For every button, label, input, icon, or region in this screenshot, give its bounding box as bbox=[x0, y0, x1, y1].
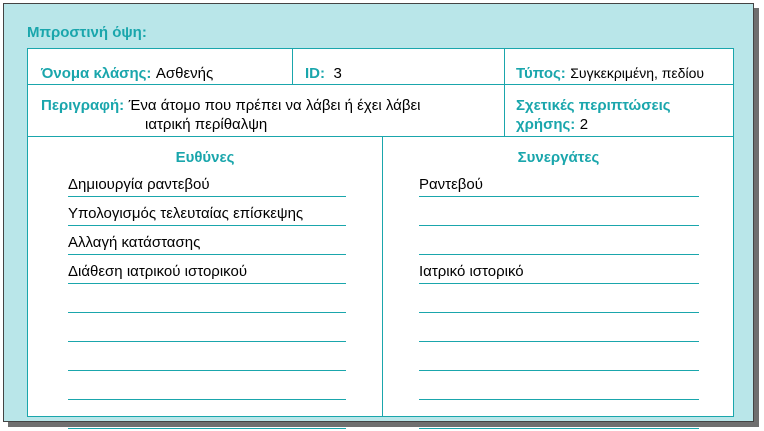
responsibility-rule-line bbox=[68, 312, 346, 313]
responsibility-rule-line bbox=[68, 370, 346, 371]
type-value: Συγκεκριμένη, πεδίου bbox=[570, 65, 705, 81]
use-cases-label-2: χρήσης: bbox=[516, 116, 576, 133]
collaborator-item: Ραντεβού bbox=[419, 176, 483, 193]
class-name-value: Ασθενής bbox=[155, 65, 214, 82]
type-divider bbox=[504, 49, 505, 136]
class-name-field bbox=[41, 65, 213, 83]
use-cases-label-1: Σχετικές περιπτώσεις bbox=[516, 97, 671, 114]
responsibility-rule-line bbox=[68, 196, 346, 197]
collaborator-rule-line bbox=[419, 399, 699, 400]
name-id-divider bbox=[292, 49, 293, 84]
id-field bbox=[305, 65, 342, 83]
type-label: Τύπος: bbox=[516, 65, 566, 82]
columns-divider bbox=[382, 136, 383, 417]
collaborator-rule-line bbox=[419, 370, 699, 371]
use-cases-field bbox=[516, 116, 588, 134]
collaborator-rule-line bbox=[419, 341, 699, 342]
use-cases-value: 2 bbox=[579, 116, 589, 133]
id-label: ID: bbox=[305, 65, 325, 82]
collaborator-rule-line bbox=[419, 196, 699, 197]
header-divider bbox=[28, 84, 733, 85]
class-name-label: Όνομα κλάσης: bbox=[41, 65, 152, 82]
responsibilities-header: Ευθύνες bbox=[175, 149, 235, 166]
responsibility-item: Αλλαγή κατάστασης bbox=[68, 234, 201, 251]
id-value: 3 bbox=[333, 65, 342, 82]
collaborator-rule-line bbox=[419, 312, 699, 313]
description-line-1: Ένα άτομο που πρέπει να λάβει ή έχει λάβει bbox=[128, 97, 421, 114]
responsibility-rule-line bbox=[68, 341, 346, 342]
responsibility-rule-line bbox=[68, 399, 346, 400]
collaborator-rule-line bbox=[419, 428, 699, 429]
description-divider bbox=[28, 136, 733, 137]
collaborator-rule-line bbox=[419, 225, 699, 226]
description-label: Περιγραφή: bbox=[41, 97, 125, 114]
description-field bbox=[41, 97, 420, 115]
crc-card bbox=[3, 3, 754, 422]
responsibility-item: Διάθεση ιατρικού ιστορικού bbox=[68, 263, 248, 280]
responsibility-item: Δημιουργία ραντεβού bbox=[68, 176, 210, 193]
responsibility-rule-line bbox=[68, 254, 346, 255]
type-field bbox=[516, 65, 704, 83]
responsibility-rule-line bbox=[68, 428, 346, 429]
description-line-2: ιατρική περίθαλψη bbox=[145, 116, 268, 133]
collaborator-item: Ιατρικό ιστορικό bbox=[419, 263, 524, 280]
collaborators-header: Συνεργάτες bbox=[517, 149, 600, 166]
responsibility-rule-line bbox=[68, 225, 346, 226]
responsibility-rule-line bbox=[68, 283, 346, 284]
front-side-label: Μπροστινή όψη: bbox=[27, 24, 147, 41]
card-body bbox=[27, 48, 734, 417]
responsibility-item: Υπολογισμός τελευταίας επίσκεψης bbox=[68, 205, 304, 222]
collaborator-rule-line bbox=[419, 283, 699, 284]
collaborator-rule-line bbox=[419, 254, 699, 255]
